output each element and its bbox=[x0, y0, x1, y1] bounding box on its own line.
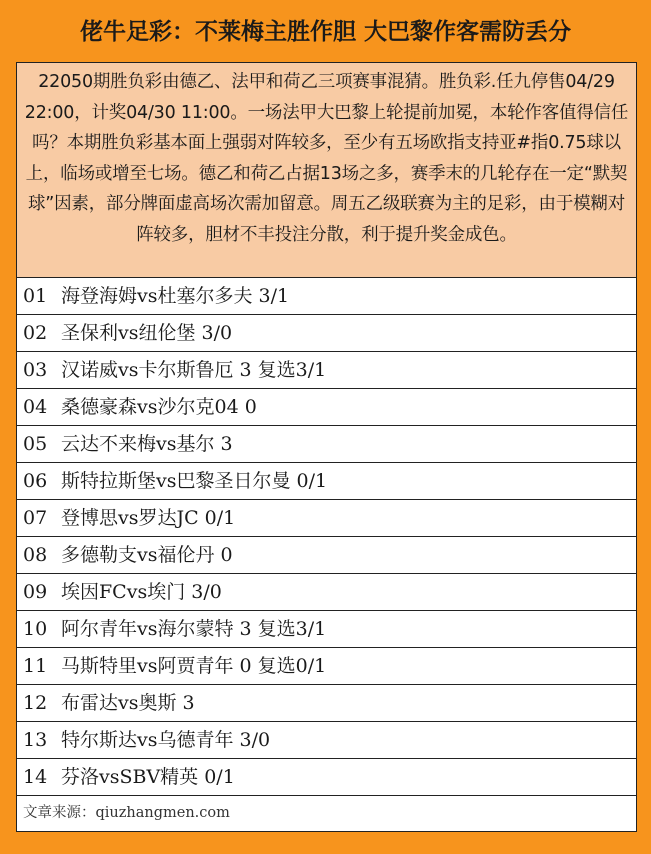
match-row bbox=[17, 315, 636, 352]
match-pick: 桑德豪森vs沙尔克04 0 bbox=[61, 396, 257, 418]
match-row bbox=[17, 463, 636, 500]
match-row bbox=[17, 426, 636, 463]
match-number: 05 bbox=[23, 433, 48, 455]
match-number: 03 bbox=[23, 359, 48, 381]
match-number: 13 bbox=[23, 729, 48, 751]
match-number: 14 bbox=[23, 766, 48, 788]
match-row bbox=[17, 278, 636, 315]
match-number: 12 bbox=[23, 692, 48, 714]
match-row bbox=[17, 574, 636, 611]
match-pick: 海登海姆vs杜塞尔多夫 3/1 bbox=[61, 285, 290, 307]
match-pick: 登博思vs罗达JC 0/1 bbox=[61, 507, 236, 529]
match-number: 02 bbox=[23, 322, 48, 344]
match-pick: 特尔斯达vs乌德青年 3/0 bbox=[61, 729, 271, 751]
match-row bbox=[17, 611, 636, 648]
match-row bbox=[17, 685, 636, 722]
match-pick: 云达不来梅vs基尔 3 bbox=[61, 433, 233, 455]
match-row bbox=[17, 500, 636, 537]
match-pick: 汉诺威vs卡尔斯鲁厄 3 复选3/1 bbox=[61, 359, 327, 381]
match-number: 10 bbox=[23, 618, 48, 640]
match-pick: 埃因FCvs埃门 3/0 bbox=[61, 581, 222, 603]
match-number: 07 bbox=[23, 507, 48, 529]
match-pick: 阿尔青年vs海尔蒙特 3 复选3/1 bbox=[61, 618, 327, 640]
match-list bbox=[17, 278, 636, 796]
match-number: 11 bbox=[23, 655, 48, 677]
match-pick: 圣保利vs纽伦堡 3/0 bbox=[61, 322, 233, 344]
match-pick: 多德勒支vs福伦丹 0 bbox=[61, 544, 233, 566]
match-row bbox=[17, 648, 636, 685]
match-row bbox=[17, 759, 636, 796]
match-row bbox=[17, 352, 636, 389]
match-pick: 布雷达vs奥斯 3 bbox=[61, 692, 195, 714]
match-pick: 芬洛vsSBV精英 0/1 bbox=[61, 766, 235, 788]
match-number: 06 bbox=[23, 470, 48, 492]
content-card bbox=[16, 62, 637, 832]
match-row bbox=[17, 722, 636, 759]
match-pick: 马斯特里vs阿贾青年 0 复选0/1 bbox=[61, 655, 327, 677]
match-number: 08 bbox=[23, 544, 48, 566]
match-pick: 斯特拉斯堡vs巴黎圣日尔曼 0/1 bbox=[61, 470, 328, 492]
match-number: 01 bbox=[23, 285, 48, 307]
match-row bbox=[17, 537, 636, 574]
match-number: 09 bbox=[23, 581, 48, 603]
match-number: 04 bbox=[23, 396, 48, 418]
match-row bbox=[17, 389, 636, 426]
source-credit: 文章来源：qiuzhangmen.com bbox=[23, 805, 230, 821]
article-title: 佬牛足彩：不莱梅主胜作胆 大巴黎作客需防丢分 bbox=[79, 19, 571, 45]
summary-paragraph: 22050期胜负彩由德乙、法甲和荷乙三项赛事混猜。胜负彩.任九停售04/29 22:00，计奖04/30 11:00。一场法甲大巴黎上轮提前加冕，本轮作客值得信任吗？本期胜负彩基本面上强弱对阵较多，至少有五场欧指支持亚#指0.75球以上，临场或增至七场。德乙和荷乙占据13场之多，赛季末的几轮存在一定“默契球”因素，部分牌面虚高场次需加留意。周五乙级联赛为主的足彩，由于模糊对阵较多，胆材不丰投注分散，利于提升奖金成色。 bbox=[17, 63, 636, 278]
